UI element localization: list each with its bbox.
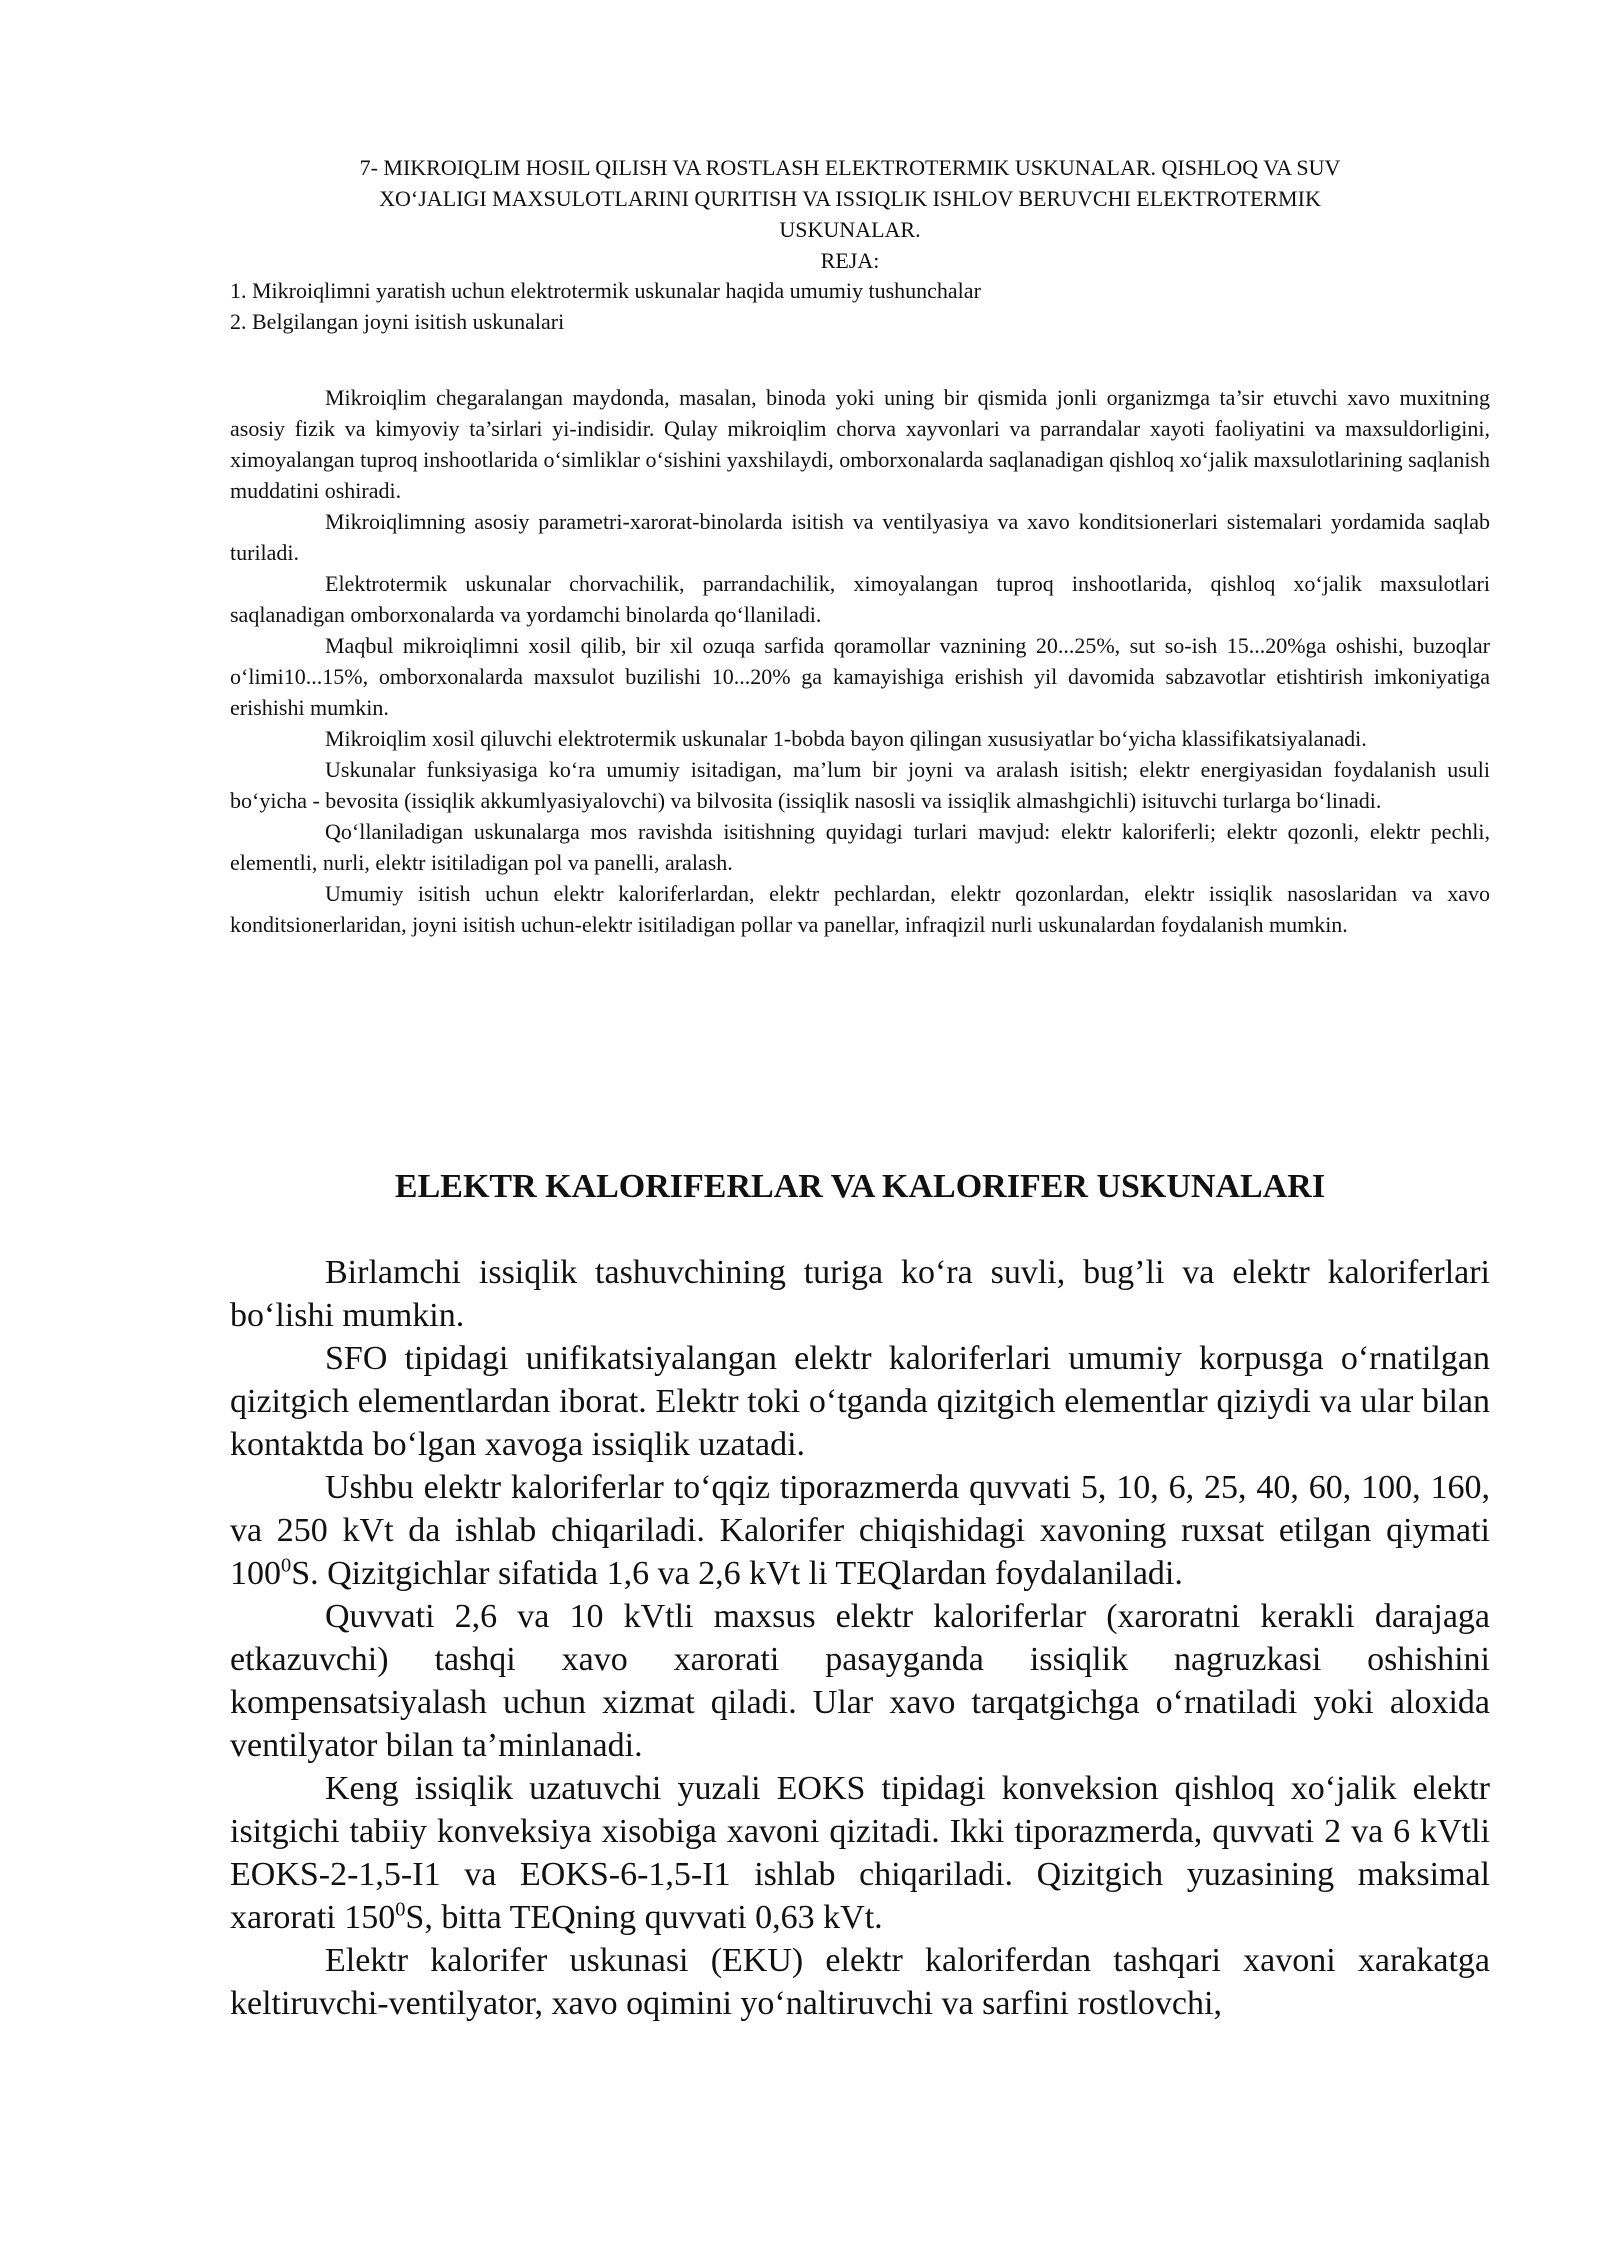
title-line-1: 7- MIKROIQLIM HOSIL QILISH VA ROSTLASH ELEKTROTERMIK USKUNALAR. QISHLOQ VA SUV xyxy=(359,155,1341,180)
paragraph: Uskunalar funksiyasiga ko‘ra umumiy isitadigan, ma’lum bir joyni va aralash isitish; elektr energiyasidan foydalanish usuli bo‘yicha - bevosita (issiqlik akkumlyasiyalovchi) va bilvosita (issiqlik nasosli va issiqlik almashgichli) isituvchi turlarga bo‘linadi. xyxy=(230,757,1490,813)
text-segment: Keng issiqlik uzatuvchi yuzali EOKS tipidagi konveksion qishloq xo‘jalik elektr isitgichi tabiiy konveksiya xisobiga xavoni qizitadi. Ikki tiporazmerda, quvvati 2 va 6 kVtli EOKS-2-1,5-I1 va EOKS-6-1,5-I1 ishlab chiqariladi. Qizitgich yuzasining maksimal xarorati 150 xyxy=(230,1770,1490,1936)
text-segment: S, bitta TEQning quvvati 0,63 kVt. xyxy=(405,1899,883,1936)
section-text xyxy=(230,1251,1490,2025)
paragraph xyxy=(230,1767,1490,1939)
paragraph: Qo‘llaniladigan uskunalarga mos ravishda isitishning quyidagi turlari mavjud: elektr kaloriferli; elektr qozonli, elektr pechli, elementli, nurli, elektr isitiladigan pol va panelli, aralash. xyxy=(230,819,1490,875)
paragraph: Maqbul mikroiqlimni xosil qilib, bir xil ozuqa sarfida qoramollar vaznining 20...25%, sut so-ish 15...20%ga oshishi, buzoqlar o‘limi10...15%, omborxonalarda maxsulot buzilishi 10...20% ga kamayishiga erishish yil davomida sabzavotlar etishtirish imkoniyatiga erishishi mumkin. xyxy=(230,633,1490,720)
document-title xyxy=(230,152,1470,276)
intro-text xyxy=(230,382,1490,940)
paragraph: Quvvati 2,6 va 10 kVtli maxsus elektr kaloriferlar (xaroratni kerakli darajaga etkazuvchi) tashqi xavo xarorati pasayganda issiqlik nagruzkasi oshishini kompensatsiyalash uchun xizmat qiladi. Ular xavo tarqatgichga o‘rnatiladi yoki aloxida ventilyator bilan ta’minlanadi. xyxy=(230,1598,1490,1764)
paragraph: Elektrotermik uskunalar chorvachilik, parrandachilik, ximoyalangan tuproq inshootlarida, qishloq xo‘jalik maxsulotlari saqlanadigan omborxonalarda va yordamchi binolarda qo‘llaniladi. xyxy=(230,571,1490,627)
text-segment: Ushbu elektr kaloriferlar to‘qqiz tiporazmerda quvvati 5, 10, 6, 25, 40, 60, 100, 160, va 250 kVt da ishlab chiqariladi. Kalorifer chiqishidagi xavoning ruxsat etilgan qiymati 100 xyxy=(230,1469,1490,1592)
plan-item: 1. Mikroiqlimni yaratish uchun elektrotermik uskunalar haqida umumiy tushunchalar xyxy=(230,278,981,303)
superscript: 0 xyxy=(281,1554,292,1577)
plan-label: REJA: xyxy=(820,248,880,273)
paragraph: Elektr kalorifer uskunasi (EKU) elektr kaloriferdan tashqari xavoni xarakatga keltiruvchi-ventilyator, xavo oqimini yo‘naltiruvchi va sarfini rostlovchi, xyxy=(230,1942,1490,2022)
paragraph: Umumiy isitish uchun elektr kaloriferlardan, elektr pechlardan, elektr qozonlardan, elektr issiqlik nasoslaridan va xavo konditsionerlaridan, joyni isitish uchun-elektr isitiladigan pollar va panellar, infraqizil nurli uskunalardan foydalanish mumkin. xyxy=(230,881,1490,937)
superscript: 0 xyxy=(395,1898,406,1921)
section-heading: ELEKTR KALORIFERLAR VA KALORIFER USKUNALARI xyxy=(394,1168,1326,1205)
paragraph: Birlamchi issiqlik tashuvchining turiga ko‘ra suvli, bug’li va elektr kaloriferlari bo‘lishi mumkin. xyxy=(230,1254,1490,1334)
paragraph: Mikroiqlim chegaralangan maydonda, masalan, binoda yoki uning bir qismida jonli organizmga ta’sir etuvchi xavo muxitning asosiy fizik va kimyoviy ta’sirlari yi-indisidir. Qulay mikroiqlim chorva xayvonlari va parrandalar xayoti faoliyatini va maxsuldorligini, ximoyalangan tuproq inshootlarida o‘simliklar o‘sishini yaxshilaydi, omborxonalarda saqlanadigan qishloq xo‘jalik maxsulotlarining saqlanish muddatini oshiradi. xyxy=(230,385,1490,503)
paragraph: Mikroiqlim xosil qiluvchi elektrotermik uskunalar 1-bobda bayon qilingan xususiyatlar bo‘yicha klassifikatsiyalanadi. xyxy=(325,726,1367,751)
plan-item: 2. Belgilangan joyni isitish uskunalari xyxy=(230,309,565,334)
paragraph xyxy=(230,1466,1490,1595)
plan-list xyxy=(230,275,1490,337)
paragraph: Mikroiqlimning asosiy parametri-xarorat-binolarda isitish va ventilyasiya va xavo konditsionerlari sistemalari yordamida saqlab turiladi. xyxy=(230,509,1490,565)
title-line-3: USKUNALAR. xyxy=(779,217,921,242)
title-line-2: XO‘JALIGI MAXSULOTLARINI QURITISH VA ISSIQLIK ISHLOV BERUVCHI ELEKTROTERMIK xyxy=(379,186,1321,211)
paragraph: SFO tipidagi unifikatsiyalangan elektr kaloriferlari umumiy korpusga o‘rnatilgan qizitgich elementlardan iborat. Elektr toki o‘tganda qizitgich elementlar qiziydi va ular bilan kontaktda bo‘lgan xavoga issiqlik uzatadi. xyxy=(230,1340,1490,1463)
text-segment: S. Qizitgichlar sifatida 1,6 va 2,6 kVt li TEQlardan foydalaniladi. xyxy=(291,1555,1183,1592)
